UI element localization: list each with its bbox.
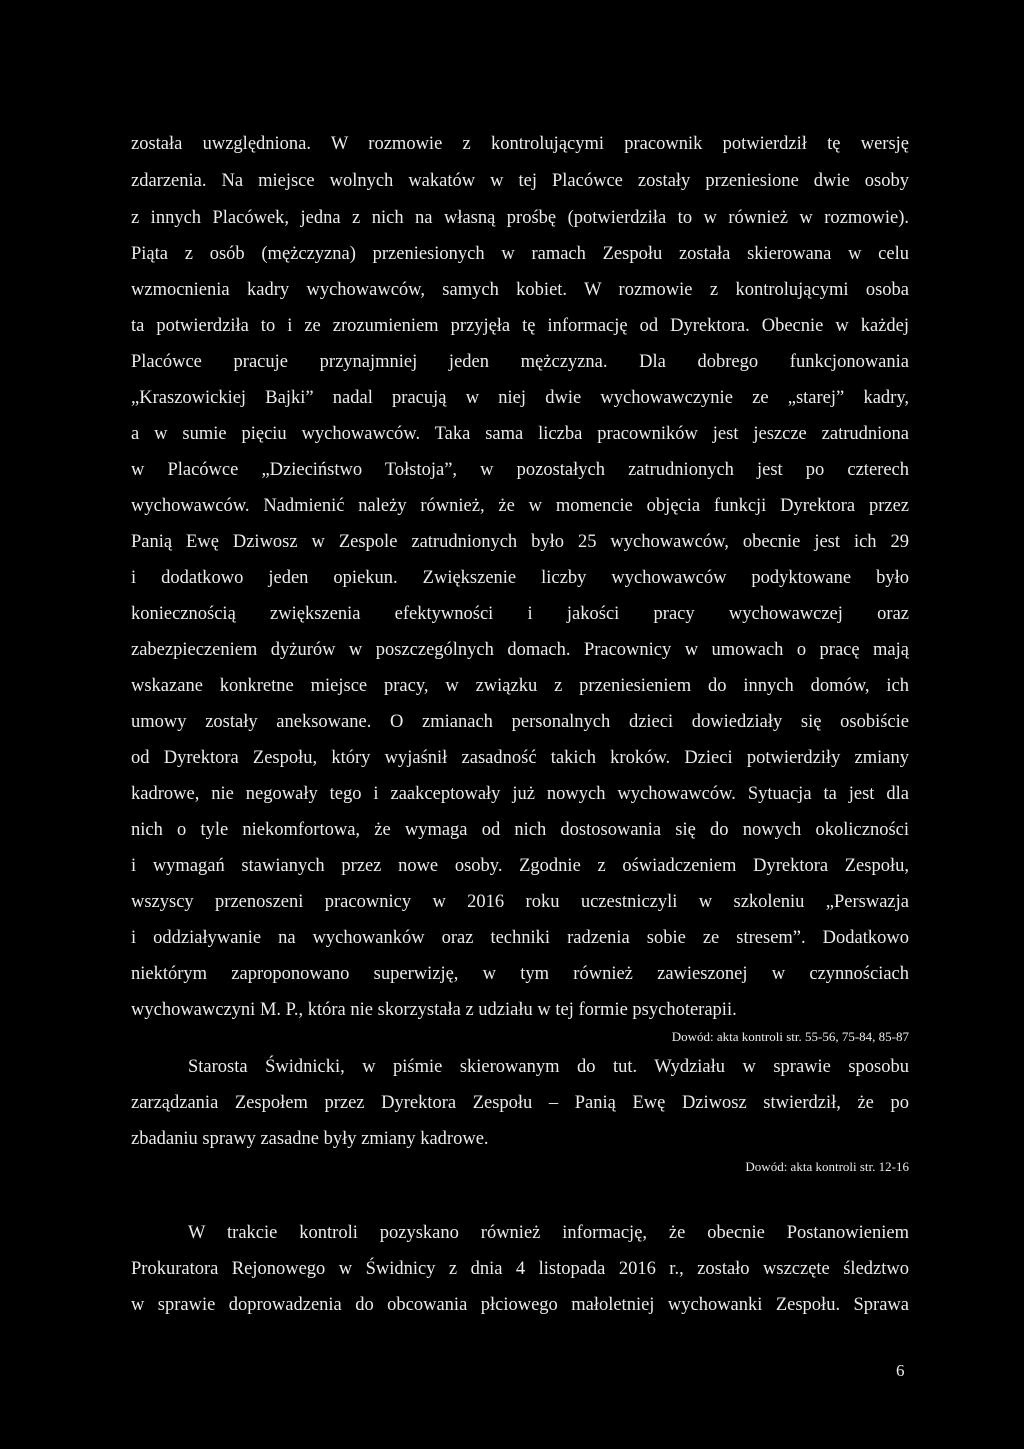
text-line: kadrowe, nie negowały tego i zaakceptowały już nowych wychowawców. Sytuacja ta jest dla bbox=[131, 784, 909, 804]
text-line: w sprawie doprowadzenia do obcowania płciowego małoletniej wychowanki Zespołu. Sprawa bbox=[131, 1295, 909, 1315]
text-line: nich o tyle niekomfortowa, że wymaga od nich dostosowania się do nowych okoliczności bbox=[131, 820, 909, 840]
text-line: zabezpieczeniem dyżurów w poszczególnych domach. Pracownicy w umowach o pracę mają bbox=[131, 640, 909, 660]
text-line: zarządzania Zespołem przez Dyrektora Zespołu – Panią Ewę Dziwosz stwierdził, że po bbox=[131, 1093, 909, 1113]
text-line: od Dyrektora Zespołu, który wyjaśnił zasadność takich kroków. Dzieci potwierdziły zmiany bbox=[131, 748, 909, 768]
text-line: umowy zostały aneksowane. O zmianach personalnych dzieci dowiedziały się osobiście bbox=[131, 712, 909, 732]
text-line: Placówce pracuje przynajmniej jeden mężczyzna. Dla dobrego funkcjonowania bbox=[131, 352, 909, 372]
text-line: wychowawczyni M. P., która nie skorzystała z udziału w tej formie psychoterapii. bbox=[131, 1000, 737, 1020]
text-line: wskazane konkretne miejsce pracy, w związku z przeniesieniem do innych domów, ich bbox=[131, 676, 909, 696]
text-line: W trakcie kontroli pozyskano również informację, że obecnie Postanowieniem bbox=[188, 1223, 909, 1243]
evidence-reference: Dowód: akta kontroli str. 55-56, 75-84, 85-87 bbox=[671, 1029, 909, 1044]
text-line: zbadaniu sprawy zasadne były zmiany kadrowe. bbox=[131, 1129, 489, 1149]
text-line: Panią Ewę Dziwosz w Zespole zatrudnionych było 25 wychowawców, obecnie jest ich 29 bbox=[131, 532, 909, 552]
text-line: wszyscy przenoszeni pracownicy w 2016 roku uczestniczyli w szkoleniu „Perswazja bbox=[131, 892, 909, 912]
text-line: Prokuratora Rejonowego w Świdnicy z dnia 4 listopada 2016 r., zostało wszczęte śledztwo bbox=[131, 1259, 909, 1279]
text-line: Piąta z osób (mężczyzna) przeniesionych w ramach Zespołu została skierowana w celu bbox=[131, 244, 909, 264]
text-line: i oddziaływanie na wychowanków oraz techniki radzenia sobie ze stresem”. Dodatkowo bbox=[131, 928, 909, 948]
text-line: wychowawców. Nadmienić należy również, że w momencie objęcia funkcji Dyrektora przez bbox=[131, 496, 909, 516]
text-line: z innych Placówek, jedna z nich na własną prośbę (potwierdziła to w również w rozmowie). bbox=[131, 208, 909, 228]
text-line: została uwzględniona. W rozmowie z kontrolującymi pracownik potwierdził tę wersję bbox=[131, 134, 909, 154]
text-line: i dodatkowo jeden opiekun. Zwiększenie liczby wychowawców podyktowane było bbox=[131, 568, 909, 588]
evidence-reference: Dowód: akta kontroli str. 12-16 bbox=[745, 1159, 909, 1174]
text-line: w Placówce „Dzieciństwo Tołstoja”, w pozostałych zatrudnionych jest po czterech bbox=[131, 460, 909, 480]
text-line: a w sumie pięciu wychowawców. Taka sama liczba pracowników jest jeszcze zatrudniona bbox=[131, 424, 909, 444]
text-line: i wymagań stawianych przez nowe osoby. Zgodnie z oświadczeniem Dyrektora Zespołu, bbox=[131, 856, 909, 876]
text-line: wzmocnienia kadry wychowawców, samych kobiet. W rozmowie z kontrolującymi osoba bbox=[131, 280, 909, 300]
text-line: „Kraszowickiej Bajki” nadal pracują w niej dwie wychowawczynie ze „starej” kadry, bbox=[131, 388, 909, 408]
text-line: zdarzenia. Na miejsce wolnych wakatów w tej Placówce zostały przeniesione dwie osoby bbox=[131, 171, 909, 191]
text-line: Starosta Świdnicki, w piśmie skierowanym do tut. Wydziału w sprawie sposobu bbox=[188, 1057, 909, 1077]
text-line: koniecznością zwiększenia efektywności i jakości pracy wychowawczej oraz bbox=[131, 604, 909, 624]
page-number: 6 bbox=[896, 1361, 905, 1380]
text-line: niektórym zaproponowano superwizję, w tym również zawieszonej w czynnościach bbox=[131, 964, 909, 984]
text-line: ta potwierdziła to i ze zrozumieniem przyjęła tę informację od Dyrektora. Obecnie w każdej bbox=[131, 316, 909, 336]
